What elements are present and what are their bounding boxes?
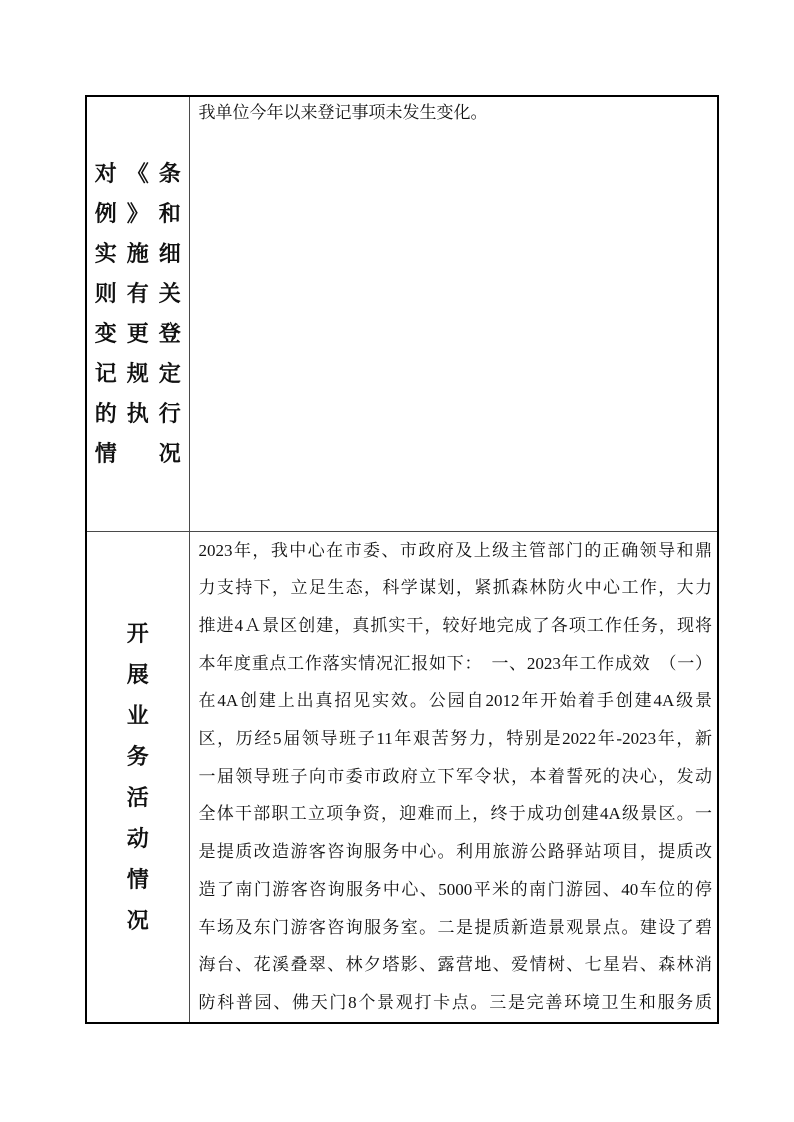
text-line: 我单位今年以来登记事项未发生变化。 <box>198 103 488 122</box>
text-line: 记规定 <box>94 360 181 386</box>
text-line: 业 <box>126 702 149 728</box>
text-line: 实施细 <box>94 240 181 266</box>
row2-label-business-activities <box>95 613 181 941</box>
text-line: 车场及东门游客咨询服务室。二是提质新造景观景点。建设了碧 <box>198 917 712 937</box>
text-line: 况 <box>126 907 149 933</box>
text-line: 变更登 <box>94 320 181 346</box>
text-line: 展 <box>126 661 149 687</box>
row1-content-text <box>190 97 718 126</box>
text-line: 本年度重点工作落实情况汇报如下： 一、2023年工作成效 （一） <box>198 653 712 673</box>
text-line: 活 <box>126 784 149 810</box>
table-row-business-activities <box>86 531 718 1023</box>
text-line: 一届领导班子向市委市政府立下军令状，本着誓死的决心，发动 <box>198 766 712 786</box>
text-line: 例》和 <box>94 200 181 226</box>
text-line: 造了南门游客咨询服务中心、5000平米的南门游园、40车位的停 <box>198 879 712 899</box>
row1-label-change-registration <box>95 154 181 474</box>
text-line: 情况 <box>94 440 181 466</box>
text-line: 情 <box>126 866 149 892</box>
text-line: 力支持下，立足生态，科学谋划，紧抓森林防火中心工作，大力 <box>198 578 712 598</box>
text-line: 2023年，我中心在市委、市政府及上级主管部门的正确领导和鼎 <box>198 540 712 560</box>
text-line: 的执行 <box>94 400 181 426</box>
text-line: 区，历经5届领导班子11年艰苦努力，特别是2022年-2023年，新 <box>198 729 712 749</box>
text-line: 推进4Ａ景区创建，真抓实干，较好地完成了各项工作任务，现将 <box>198 615 712 635</box>
text-line: 则有关 <box>94 280 181 306</box>
text-line: 在4A创建上出真招见实效。公园自2012年开始着手创建4A级景 <box>198 691 712 711</box>
row2-label-cell <box>86 531 189 1023</box>
text-line: 全体干部职工立项争资，迎难而上，终于成功创建4A级景区。一 <box>198 804 712 824</box>
annual-report-table <box>85 95 719 1024</box>
row2-content-cell <box>189 531 718 1023</box>
text-line: 防科普园、佛天门8个景观打卡点。三是完善环境卫生和服务质 <box>198 992 712 1012</box>
text-line: 对《条 <box>94 160 181 186</box>
row2-content-text <box>190 532 718 1022</box>
text-line: 海台、花溪叠翠、林夕塔影、露营地、爱情树、七星岩、森林消 <box>198 955 712 975</box>
text-line: 动 <box>126 825 149 851</box>
text-line: 是提质改造游客咨询服务中心。利用旅游公路驿站项目，提质改 <box>198 842 712 862</box>
row1-content-cell <box>189 96 718 531</box>
table-row-change-registration <box>86 96 718 531</box>
row1-label-cell <box>86 96 189 531</box>
text-line: 开 <box>126 620 149 646</box>
text-line: 务 <box>126 743 149 769</box>
